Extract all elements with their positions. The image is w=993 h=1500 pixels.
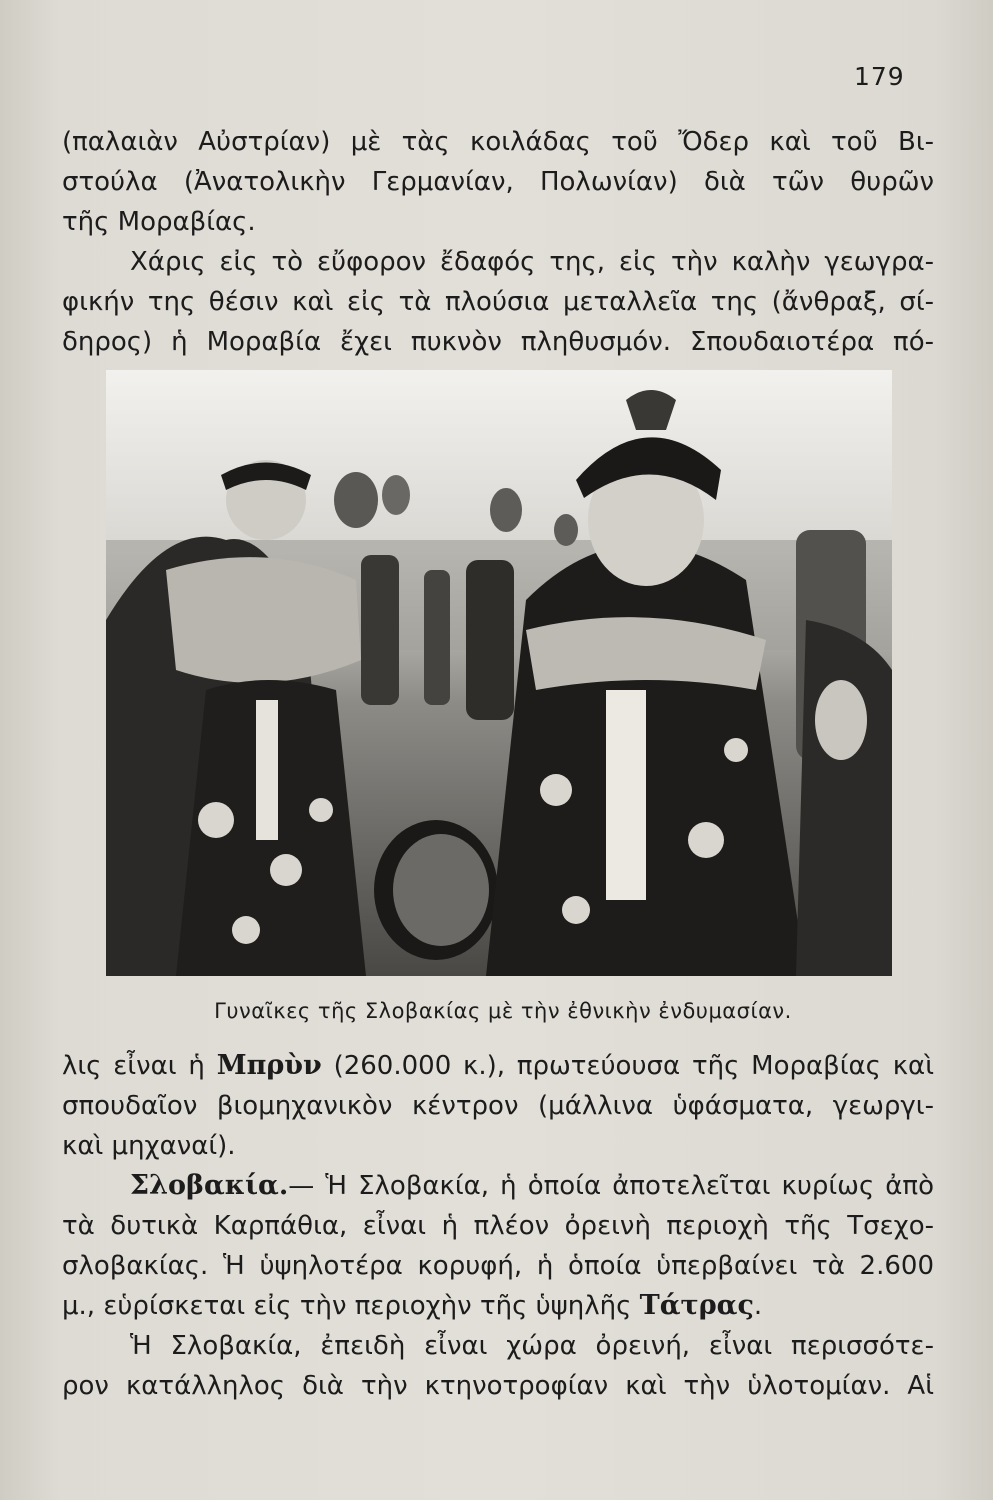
text-line: Ἡ Σλοβακία, ἐπειδὴ εἶναι χώρα ὀρεινή, εἶναι περισσότε- (130, 1331, 934, 1361)
city-name-brno: Μπρὺν (216, 1050, 322, 1081)
mountain-name-tatra: Τάτρας (639, 1290, 754, 1321)
text-line: Χάρις εἰς τὸ εὔφορον ἔδαφός της, εἰς τὴν καλὴν γεωγρα- (130, 247, 934, 277)
text-line: φικήν της θέσιν καὶ εἰς τὰ πλούσια μεταλλεῖα της (ἄνθραξ, σί- (62, 287, 934, 317)
text-line: τὰ δυτικὰ Καρπάθια, εἶναι ἡ πλέον ὀρεινὴ περιοχὴ τῆς Τσεχο- (62, 1211, 934, 1241)
text-line: λις εἶναι ἡ Μπρὺν (260.000 κ.), πρωτεύουσα τῆς Μοραβίας καὶ (62, 1050, 934, 1081)
section-heading-slovakia: Σλοβακία. (130, 1170, 289, 1201)
text-line: Σλοβακία.— Ἡ Σλοβακία, ἡ ὁποία ἀποτελεῖται κυρίως ἀπὸ (130, 1170, 934, 1201)
text-line: σπουδαῖον βιομηχανικὸν κέντρον (μάλλινα ὑφάσματα, γεωργι- (62, 1091, 934, 1121)
text-line: καὶ μηχαναί). (62, 1131, 236, 1161)
photo-slovak-women (106, 370, 892, 976)
text-line: (παλαιὰν Αὐστρίαν) μὲ τὰς κοιλάδας τοῦ Ὄδερ καὶ τοῦ Βι- (62, 127, 934, 157)
text-line: τῆς Μοραβίας. (62, 207, 256, 237)
text-top (62, 122, 934, 362)
text-line: ρον κατάλληλος διὰ τὴν κτηνοτροφίαν καὶ τὴν ὑλοτομίαν. Αἱ (62, 1371, 934, 1401)
page-number: 179 (854, 62, 905, 91)
figure-caption: Γυναῖκες τῆς Σλοβακίας μὲ τὴν ἐθνικὴν ἐνδυμασίαν. (214, 999, 792, 1023)
text-line: δηρος) ἡ Μοραβία ἔχει πυκνὸν πληθυσμόν. Σπουδαιοτέρα πό- (62, 327, 934, 357)
text-line: σλοβακίας. Ἡ ὑψηλοτέρα κορυφή, ἡ ὁποία ὑπερβαίνει τὰ 2.600 (62, 1251, 934, 1281)
text-line: στούλα (Ἀνατολικὴν Γερμανίαν, Πολωνίαν) διὰ τῶν θυρῶν (62, 167, 934, 197)
text-bottom (62, 1046, 934, 1406)
text-line: μ., εὑρίσκεται εἰς τὴν περιοχὴν τῆς ὑψηλῆς Τάτρας. (62, 1290, 763, 1321)
